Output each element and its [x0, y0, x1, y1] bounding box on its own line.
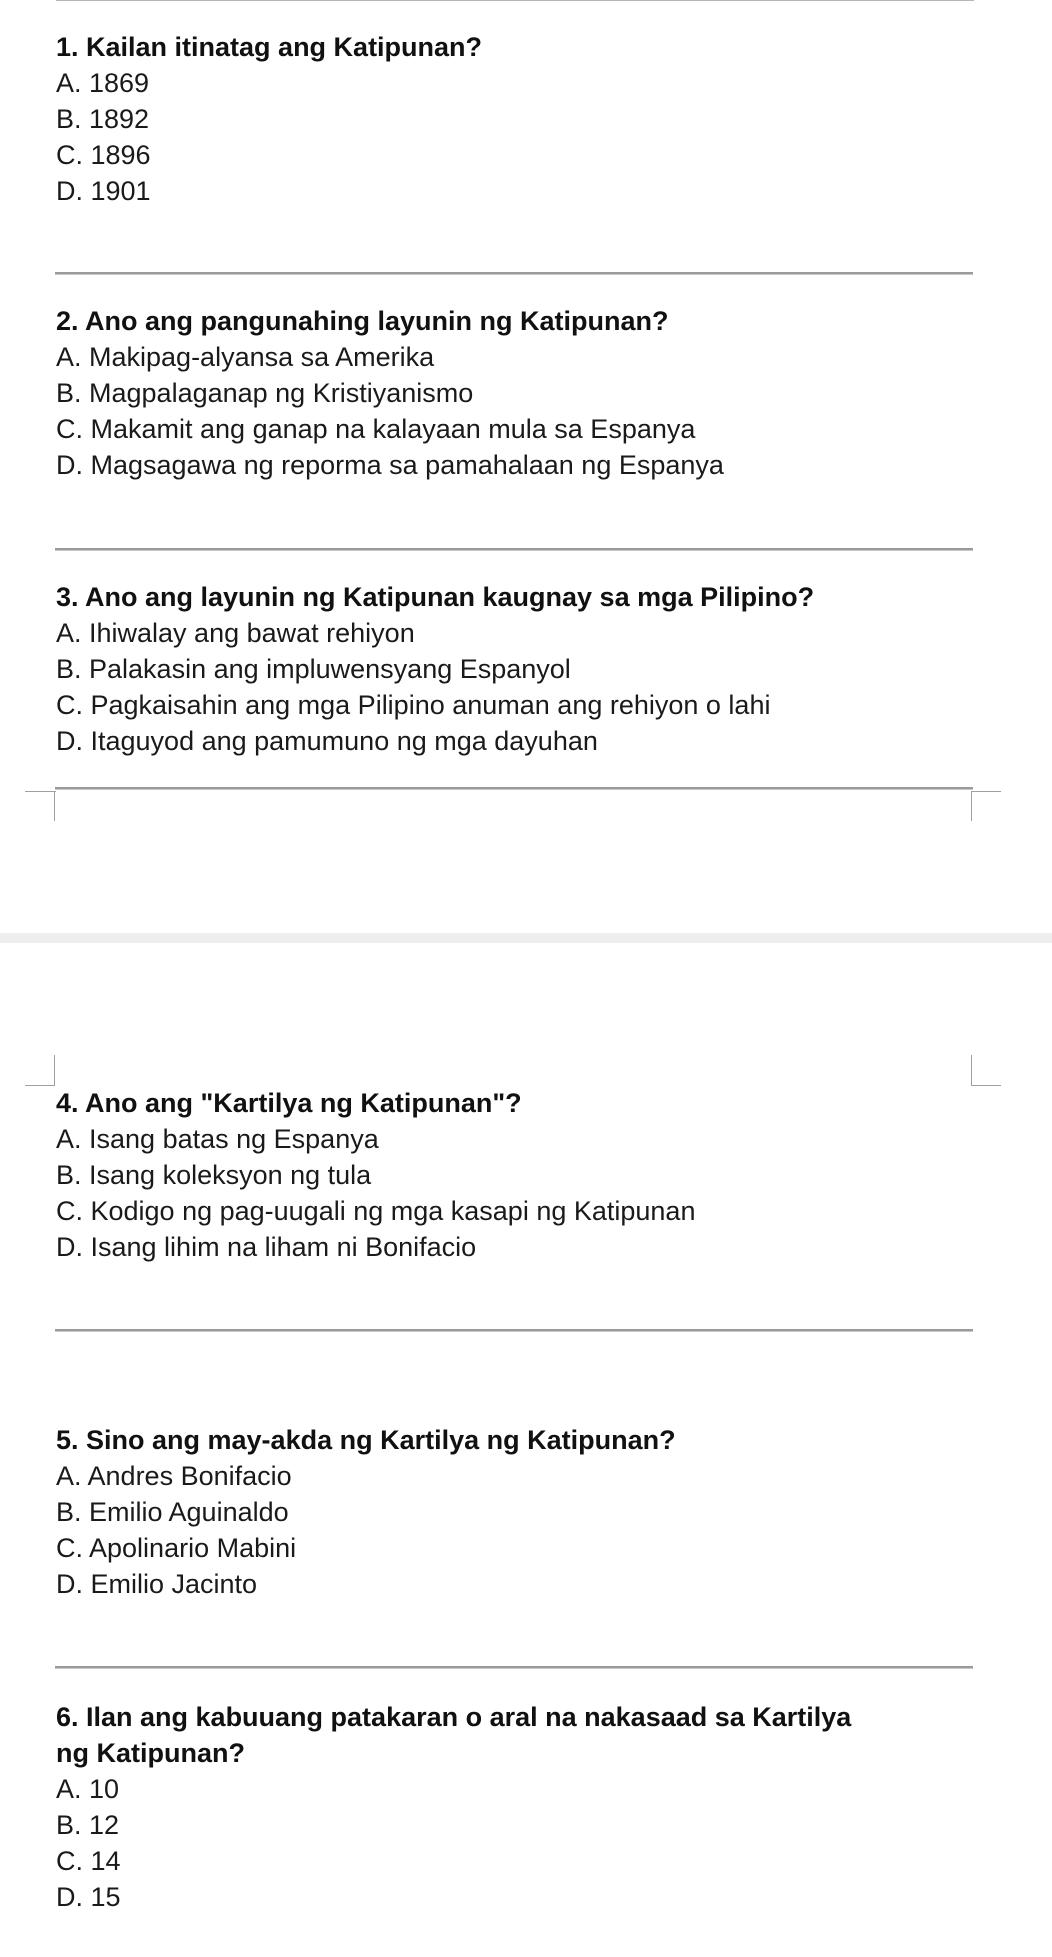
question-title: 2. Ano ang pangunahing layunin ng Katipunan? [56, 306, 669, 336]
option-c: C. Pagkaisahin ang mga Pilipino anuman ang rehiyon o lahi [56, 690, 771, 720]
question-title: 5. Sino ang may-akda ng Kartilya ng Katipunan? [56, 1425, 676, 1455]
page-corner-mark [971, 791, 972, 821]
horizontal-rule [55, 272, 973, 275]
horizontal-rule [55, 787, 973, 790]
option-a: A. Andres Bonifacio [56, 1461, 292, 1491]
option-a: A. Makipag-alyansa sa Amerika [56, 342, 435, 372]
question-2 [56, 303, 976, 483]
option-d: D. Isang lihim na liham ni Bonifacio [56, 1232, 477, 1262]
option-a: A. Ihiwalay ang bawat rehiyon [56, 618, 415, 648]
page-corner-mark [54, 791, 55, 821]
option-a: A. 10 [56, 1774, 120, 1804]
option-a: A. Isang batas ng Espanya [56, 1124, 379, 1154]
option-c: C. Kodigo ng pag-uugali ng mga kasapi ng Katipunan [56, 1196, 696, 1226]
option-b: B. Palakasin ang impluwensyang Espanyol [56, 654, 571, 684]
question-3 [56, 579, 976, 759]
page-corner-mark [25, 1085, 55, 1086]
option-c: C. Apolinario Mabini [56, 1533, 297, 1563]
page-corner-mark [972, 791, 1001, 792]
page-corner-mark [54, 1055, 55, 1085]
option-d: D. 15 [56, 1882, 121, 1912]
option-b: B. Emilio Aguinaldo [56, 1497, 289, 1527]
option-a: A. 1869 [56, 68, 150, 98]
option-d: D. 1901 [56, 176, 151, 206]
option-b: B. 12 [56, 1810, 120, 1840]
option-b: B. Magpalaganap ng Kristiyanismo [56, 378, 474, 408]
question-5 [56, 1422, 976, 1602]
question-6 [56, 1699, 886, 1915]
question-4 [56, 1085, 976, 1265]
horizontal-rule [55, 548, 973, 551]
option-d: D. Emilio Jacinto [56, 1569, 258, 1599]
top-rule [56, 0, 974, 1]
option-c: C. Makamit ang ganap na kalayaan mula sa Espanya [56, 414, 696, 444]
page-corner-mark [971, 1055, 972, 1085]
page-corner-mark [25, 791, 56, 792]
option-b: B. 1892 [56, 104, 150, 134]
option-d: D. Magsagawa ng reporma sa pamahalaan ng Espanya [56, 450, 724, 480]
horizontal-rule [55, 1329, 973, 1332]
horizontal-rule [55, 1666, 973, 1669]
question-title: 6. Ilan ang kabuuang patakaran o aral na nakasaad sa Kartilya ng Katipunan? [56, 1702, 852, 1768]
option-c: C. 14 [56, 1846, 121, 1876]
question-1 [56, 29, 976, 209]
question-title: 4. Ano ang "Kartilya ng Katipunan"? [56, 1088, 522, 1118]
option-d: D. Itaguyod ang pamumuno ng mga dayuhan [56, 726, 598, 756]
question-title: 3. Ano ang layunin ng Katipunan kaugnay sa mga Pilipino? [56, 582, 815, 612]
option-b: B. Isang koleksyon ng tula [56, 1160, 372, 1190]
page-break-gap [0, 933, 1052, 943]
question-title: 1. Kailan itinatag ang Katipunan? [56, 32, 483, 62]
option-c: C. 1896 [56, 140, 151, 170]
